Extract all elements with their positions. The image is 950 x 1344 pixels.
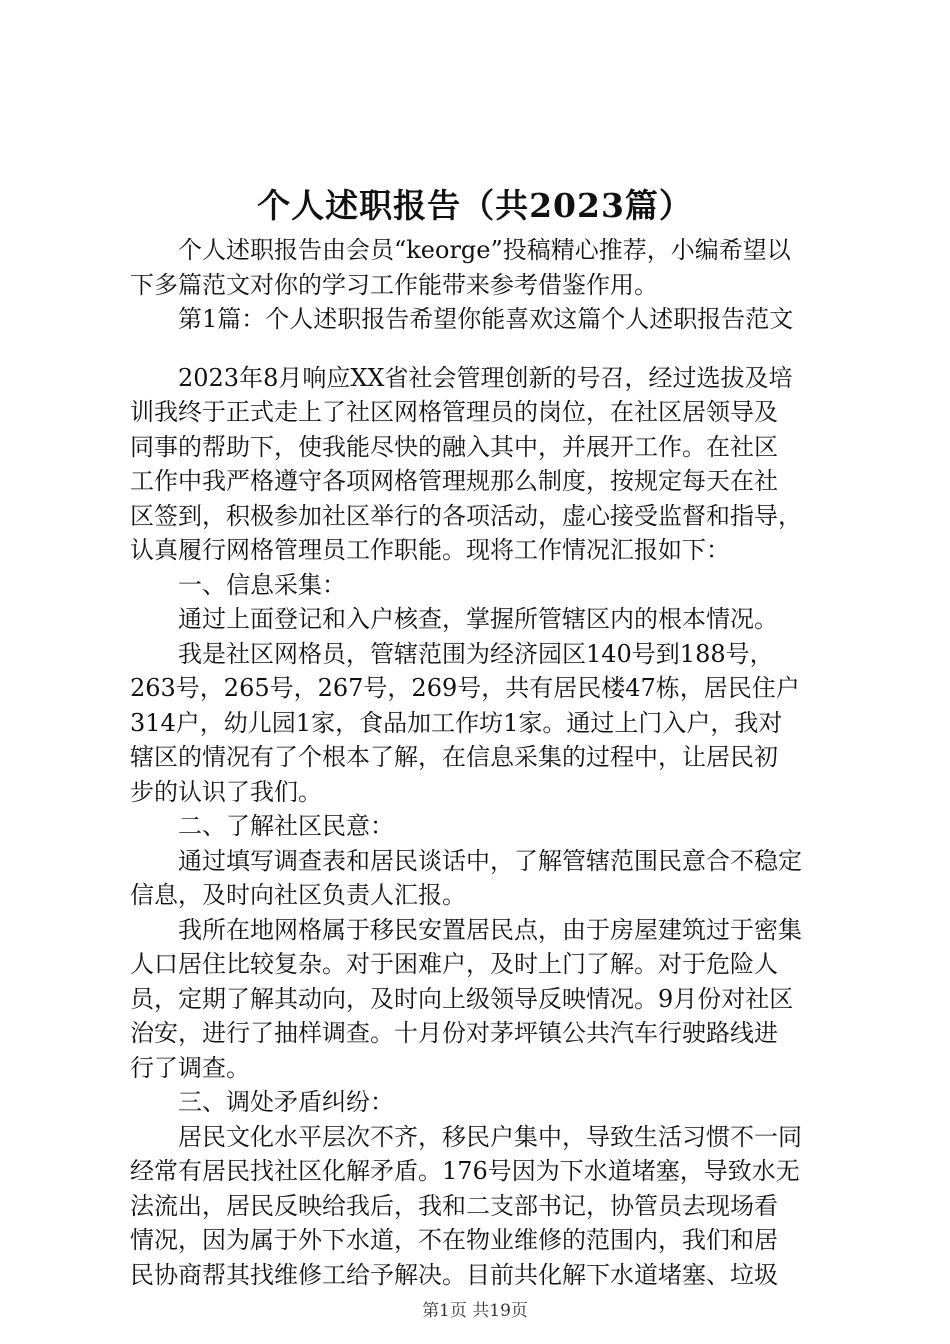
document-title: 个人述职报告（共2023篇） xyxy=(257,186,693,225)
paragraph-line: 通过填写调查表和居民谈话中，了解管辖范围民意合不稳定 xyxy=(178,847,802,875)
paragraph-line: 人口居住比较复杂。对于困难户，及时上门了解。对于危险人 xyxy=(130,950,778,978)
paragraph-line: 居民文化水平层次不齐，移民户集中，导致生活习惯不一同 xyxy=(178,1123,802,1151)
paragraph-line: 情况，因为属于外下水道，不在物业维修的范围内，我们和居 xyxy=(130,1226,778,1254)
paragraph-line: 区签到，积极参加社区举行的各项活动，虚心接受监督和指导， xyxy=(130,502,802,530)
paragraph-line: 个人述职报告由会员“keorge”投稿精心推荐，小编希望以 xyxy=(178,236,791,264)
paragraph-line: 我是社区网格员，管辖范围为经济园区140号到188号， xyxy=(178,640,774,668)
paragraph-line: 我所在地网格属于移民安置居民点，由于房屋建筑过于密集 xyxy=(178,916,802,944)
paragraph-line: 法流出，居民反映给我后，我和二支部书记，协管员去现场看 xyxy=(130,1192,778,1220)
paragraph-line: 治安，进行了抽样调查。十月份对茅坪镇公共汽车行驶路线进 xyxy=(130,1019,778,1047)
section-heading: 二、了解社区民意： xyxy=(178,812,394,840)
page-number: 第1页 共19页 xyxy=(422,1301,528,1321)
paragraph-line: 训我终于正式走上了社区网格管理员的岗位，在社区居领导及 xyxy=(130,398,778,426)
paragraph-line: 行了调查。 xyxy=(130,1054,250,1082)
section-heading: 一、信息采集： xyxy=(178,571,346,599)
paragraph-line: 辖区的情况有了个根本了解，在信息采集的过程中，让居民初 xyxy=(130,743,778,771)
paragraph-line: 员，定期了解其动向，及时向上级领导反映情况。9月份对社区 xyxy=(130,985,794,1013)
paragraph-line: 信息，及时向社区负责人汇报。 xyxy=(130,881,466,909)
paragraph-line: 通过上面登记和入户核查，掌握所管辖区内的根本情况。 xyxy=(178,605,778,633)
paragraph-line: 同事的帮助下，使我能尽快的融入其中，并展开工作。在社区 xyxy=(130,433,778,461)
paragraph-line: 民协商帮其找维修工给予解决。目前共化解下水道堵塞、垃圾 xyxy=(130,1261,778,1289)
paragraph-line: 经常有居民找社区化解矛盾。176号因为下水道堵塞，导致水无 xyxy=(130,1157,800,1185)
paragraph-line: 314户，幼儿园1家，食品加工作坊1家。通过上门入户，我对 xyxy=(130,709,783,737)
paragraph-line: 263号，265号，267号，269号，共有居民楼47栋，居民住户 xyxy=(130,674,800,702)
paragraph-line: 2023年8月响应XX省社会管理创新的号召，经过选拔及培 xyxy=(178,364,793,392)
paragraph-line: 认真履行网格管理员工作职能。现将工作情况汇报如下： xyxy=(130,536,730,564)
paragraph-line: 工作中我严格遵守各项网格管理规那么制度，按规定每天在社 xyxy=(130,467,778,495)
paragraph-line: 下多篇范文对你的学习工作能带来参考借鉴作用。 xyxy=(130,271,658,299)
paragraph-line: 步的认识了我们。 xyxy=(130,778,322,806)
paragraph-line: 第1篇：个人述职报告希望你能喜欢这篇个人述职报告范文 xyxy=(178,305,794,333)
section-heading: 三、调处矛盾纠纷： xyxy=(178,1088,394,1116)
